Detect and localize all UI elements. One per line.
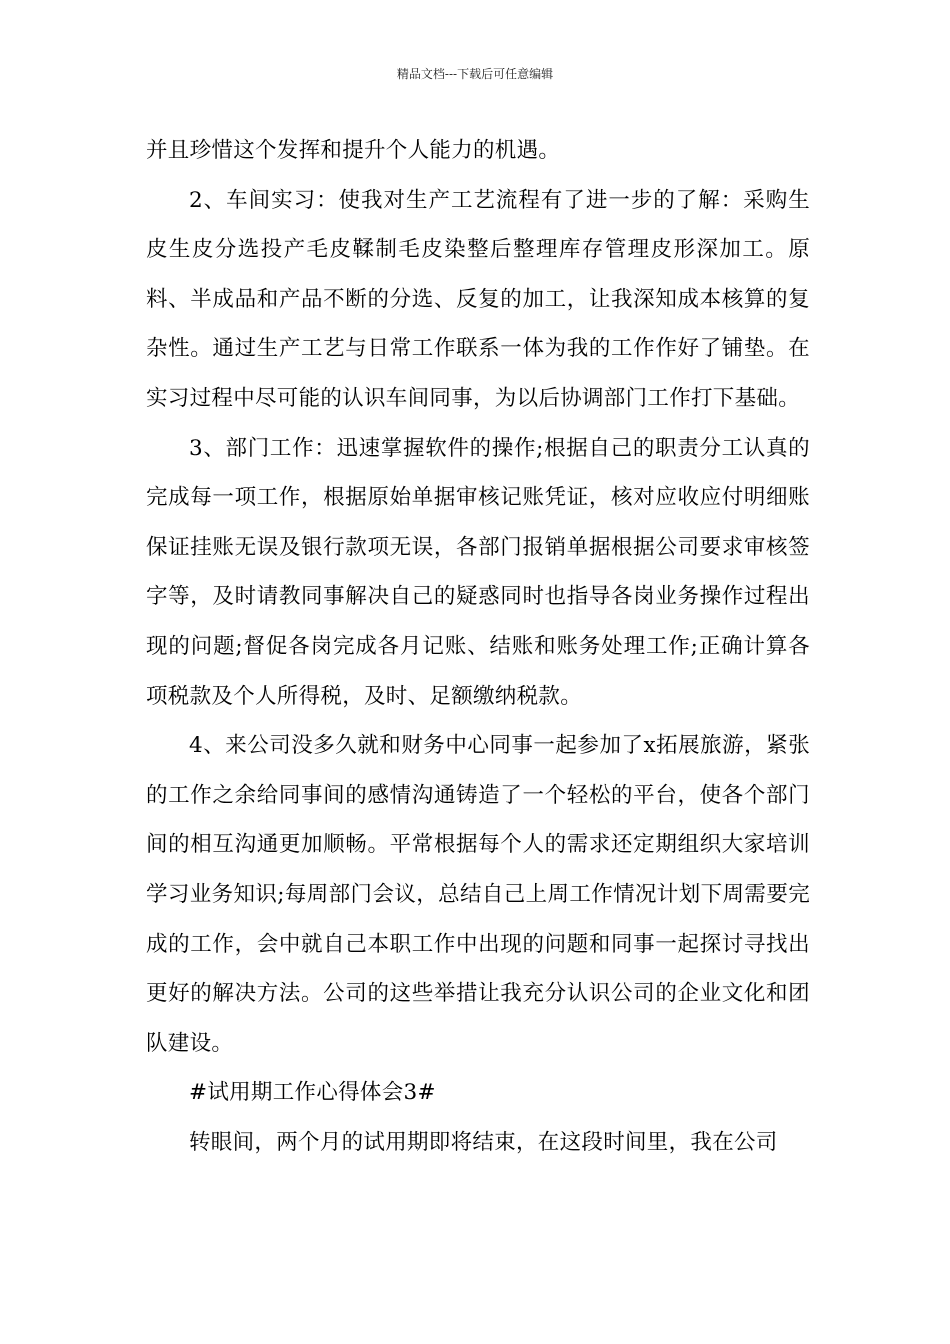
page-header: 精品文档---下载后可任意编辑 bbox=[396, 67, 554, 81]
section-heading: #试用期工作心得体会3# bbox=[189, 1080, 436, 1106]
paragraph-team-activities: 4、来公司没多久就和财务中心同事一起参加了x拓展旅游，紧张的工作之余给同事间的感情沟通铸造了一个轻松的平台，使各个部门间的相互沟通更加顺畅。平常根据每个人的需求还定期组织大家培训学习业务知识;每周部门会议，总结自己上周工作情况计划下周需要完成的工作，会中就自己本职工作中出现的问题和同事一起探讨寻找出更好的解决方法。公司的这些举措让我充分认识公司的企业文化和团队建设。 bbox=[146, 733, 810, 1056]
paragraph-department-work: 3、部门工作：迅速掌握软件的操作;根据自己的职责分工认真的完成每一项工作，根据原始单据审核记账凭证，核对应收应付明细账保证挂账无误及银行款项无误，各部门报销单据根据公司要求审核签字等，及时请教同事解决自己的疑惑同时也指导各岗业务操作过程出现的问题;督促各岗完成各月记账、结账和账务处理工作;正确计算各项税款及个人所得税，及时、足额缴纳税款。 bbox=[146, 435, 810, 709]
paragraph-workshop-internship: 2、车间实习：使我对生产工艺流程有了进一步的了解：采购生皮生皮分选投产毛皮鞣制毛皮染整后整理库存管理皮形深加工。原料、半成品和产品不断的分选、反复的加工，让我深知成本核算的复杂性。通过生产工艺与日常工作联系一体为我的工作作好了铺垫。在实习过程中尽可能的认识车间同事，为以后协调部门工作打下基础。 bbox=[146, 187, 810, 411]
paragraph-continuation: 并且珍惜这个发挥和提升个人能力的机遇。 bbox=[146, 138, 561, 163]
document-body bbox=[146, 126, 810, 1167]
paragraph-probation-intro: 转眼间，两个月的试用期即将结束，在这段时间里，我在公司 bbox=[189, 1129, 778, 1155]
